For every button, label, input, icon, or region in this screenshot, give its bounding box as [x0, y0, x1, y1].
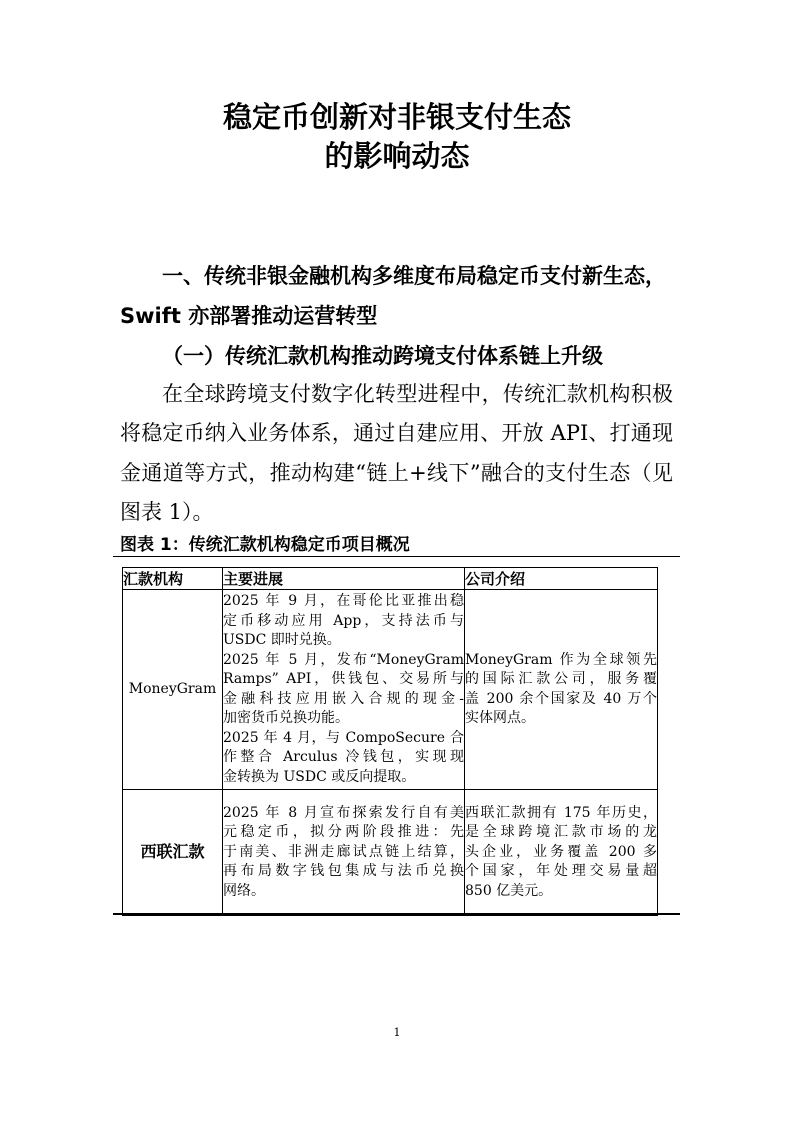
- institution-name: 西联汇款: [140, 841, 205, 861]
- intro-cell: [465, 590, 658, 790]
- cell-line: 西联汇款拥有 175 年历史，: [465, 804, 657, 821]
- progress-paragraph: [223, 592, 464, 651]
- subsection-heading: （一）传统汇款机构推动跨境支付体系链上升级: [162, 343, 603, 368]
- cell-line: 头企业，业务覆盖 200 多: [465, 843, 657, 860]
- cell-line: 再布局数字钱包集成与法币兑换: [223, 863, 464, 880]
- cell-line: 是全球跨境汇款市场的龙: [465, 824, 657, 841]
- document-title: [0, 98, 794, 176]
- body-line: 在全球跨境支付数字化转型进程中，传统汇款机构积极: [162, 382, 673, 406]
- cell-line: 定币移动应用 App，支持法币与: [223, 612, 464, 629]
- title-line: 的影响动态: [324, 139, 470, 173]
- cell-line: 于南美、非洲走廊试点链上结算，: [223, 843, 464, 860]
- projects-table: [122, 567, 658, 916]
- section-heading-line: 一、传统非银金融机构多维度布局稳定币支付新生态，: [162, 264, 666, 288]
- cell-line: 2025 年 9 月，在哥伦比亚推出稳: [223, 593, 464, 609]
- caption-rule: [113, 556, 680, 557]
- cell-line: 2025 年 8 月宣布探索发行自有美: [223, 804, 464, 821]
- section-heading-line: Swift 亦部署推动运营转型: [120, 304, 378, 328]
- title-line: 稳定币创新对非银支付生态: [222, 100, 571, 134]
- cell-line: 加密货币兑换功能。: [223, 710, 349, 726]
- section-heading: [120, 256, 676, 336]
- table-bottom-rule: [113, 913, 680, 915]
- cell-line: 盖 200 余个国家及 40 万个: [465, 690, 657, 707]
- table-row: [123, 590, 658, 790]
- cell-line: 网络。: [223, 882, 265, 899]
- column-header-institution: 汇款机构: [123, 568, 223, 590]
- cell-line: 的国际汇款公司，服务覆: [465, 671, 657, 687]
- page-number: 1: [393, 1026, 401, 1039]
- cell-line: 850 亿美元。: [465, 882, 553, 899]
- progress-cell: [223, 790, 465, 916]
- cell-line: Ramps” API，供钱包、交易所与: [223, 671, 464, 687]
- figure-caption: 图表 1：传统汇款机构稳定币项目概况: [120, 535, 410, 555]
- cell-line: 2025 年 5 月，发布“MoneyGram: [223, 651, 464, 668]
- institution-cell: [123, 590, 223, 790]
- table-row: [123, 790, 658, 916]
- cell-line: 个国家，年处理交易量超: [465, 863, 657, 880]
- intro-cell: [465, 790, 658, 916]
- progress-paragraph: [223, 804, 464, 902]
- cell-line: 实体网点。: [465, 710, 535, 726]
- column-header-intro: 公司介绍: [465, 568, 658, 590]
- cell-line: 金融科技应用嵌入合规的现金-: [223, 690, 464, 707]
- progress-paragraph: [223, 651, 464, 729]
- cell-line: USDC 即时兑换。: [223, 632, 341, 648]
- body-paragraph: [120, 375, 673, 532]
- body-line: 将稳定币纳入业务体系，通过自建应用、开放 API、打通现: [120, 421, 673, 446]
- institution-cell: [123, 790, 223, 916]
- progress-paragraph: [223, 729, 464, 788]
- body-line: 图表 1）。: [120, 499, 214, 524]
- cell-line: MoneyGram 作为全球领先: [465, 651, 657, 668]
- progress-cell: [223, 590, 465, 790]
- cell-line: 元稳定币，拟分两阶段推进：先: [223, 824, 464, 841]
- table-header-row: [123, 568, 658, 590]
- cell-line: 作整合 Arculus 冷钱包，实现现: [223, 749, 464, 765]
- body-line: 金通道等方式，推动构建“链上+线下”融合的支付生态（见: [120, 460, 673, 485]
- cell-line: 2025 年 4 月，与 CompoSecure 合: [223, 729, 464, 746]
- column-header-progress: 主要进展: [223, 568, 465, 590]
- cell-line: 金转换为 USDC 或反向提取。: [223, 768, 416, 785]
- institution-name: MoneyGram: [128, 680, 217, 697]
